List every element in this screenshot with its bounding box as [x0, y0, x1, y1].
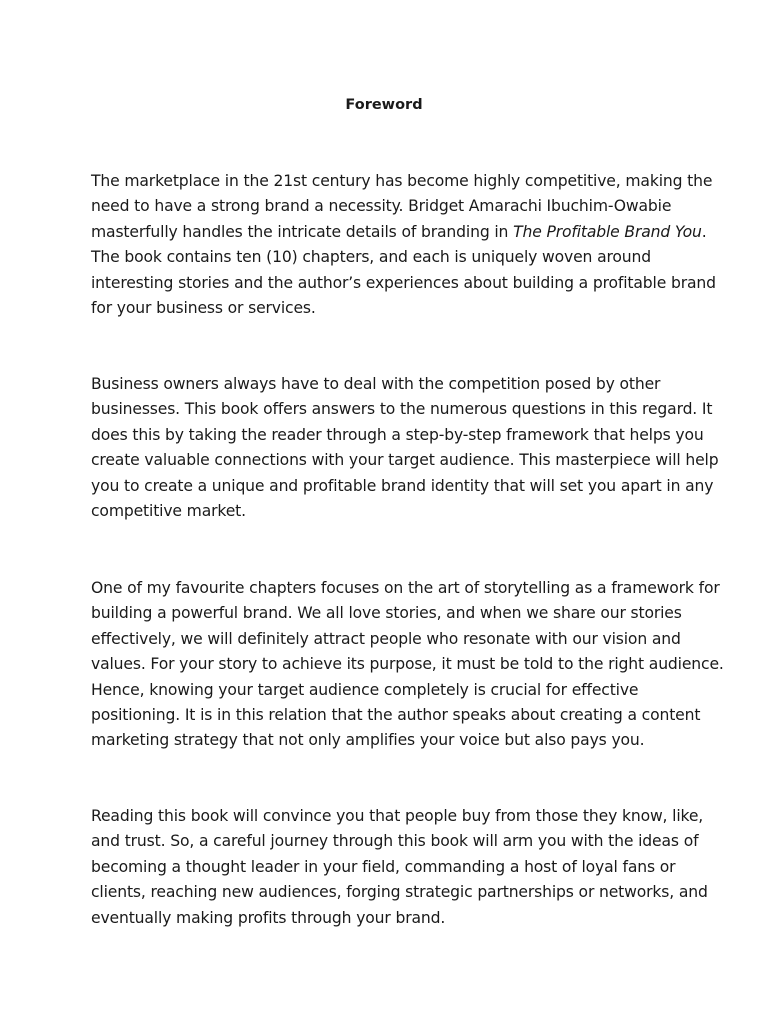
text-line: need to have a strong brand a necessity. Bridget Amarachi Ibuchim-Owabie [91, 197, 672, 216]
text-line: competitive market. [91, 502, 246, 521]
text-line: businesses. This book offers answers to the numerous questions in this regard. It [91, 400, 713, 419]
text-line: The book contains ten (10) chapters, and each is uniquely woven around [91, 248, 652, 267]
paragraph-2 [91, 372, 719, 524]
text-line: and trust. So, a careful journey through this book will arm you with the ideas of [91, 832, 699, 851]
text-line: clients, reaching new audiences, forging strategic partnerships or networks, and [91, 883, 708, 902]
text-line: you to create a unique and profitable brand identity that will set you apart in any [91, 476, 714, 495]
text-line: Business owners always have to deal with the competition posed by other [91, 375, 661, 393]
text-line: values. For your story to achieve its purpose, it must be told to the right audience. [91, 655, 724, 674]
book-title: The Profitable Brand You [513, 222, 702, 241]
paragraph-4 [91, 804, 708, 931]
text-line: building a powerful brand. We all love stories, and when we share our stories [91, 604, 682, 623]
text-line: marketing strategy that not only amplifies your voice but also pays you. [91, 731, 645, 750]
text-line [91, 220, 707, 245]
text-segment: masterfully handles the intricate details of branding in [91, 222, 514, 241]
text-line: One of my favourite chapters focuses on the art of storytelling as a framework for [91, 579, 720, 597]
text-line: effectively, we will definitely attract people who resonate with our vision and [91, 629, 681, 648]
text-line: Reading this book will convince you that people buy from those they know, like, [91, 807, 704, 825]
page-title: Foreword [345, 97, 423, 113]
text-line: becoming a thought leader in your field, commanding a host of loyal fans or [91, 857, 676, 876]
text-line: create valuable connections with your target audience. This masterpiece will help [91, 451, 719, 470]
text-line: positioning. It is in this relation that the author speaks about creating a content [91, 706, 701, 725]
text-line: for your business or services. [91, 299, 316, 318]
paragraph-1 [91, 169, 716, 321]
text-line: The marketplace in the 21st century has become highly competitive, making the [91, 172, 713, 190]
text-line: Hence, knowing your target audience completely is crucial for effective [91, 680, 639, 699]
text-line: eventually making profits through your brand. [91, 908, 446, 927]
text-line: interesting stories and the author’s experiences about building a profitable brand [91, 273, 716, 292]
text-line: does this by taking the reader through a step-by-step framework that helps you [91, 425, 704, 444]
paragraph-3 [91, 576, 724, 754]
text-segment: . [701, 222, 707, 241]
